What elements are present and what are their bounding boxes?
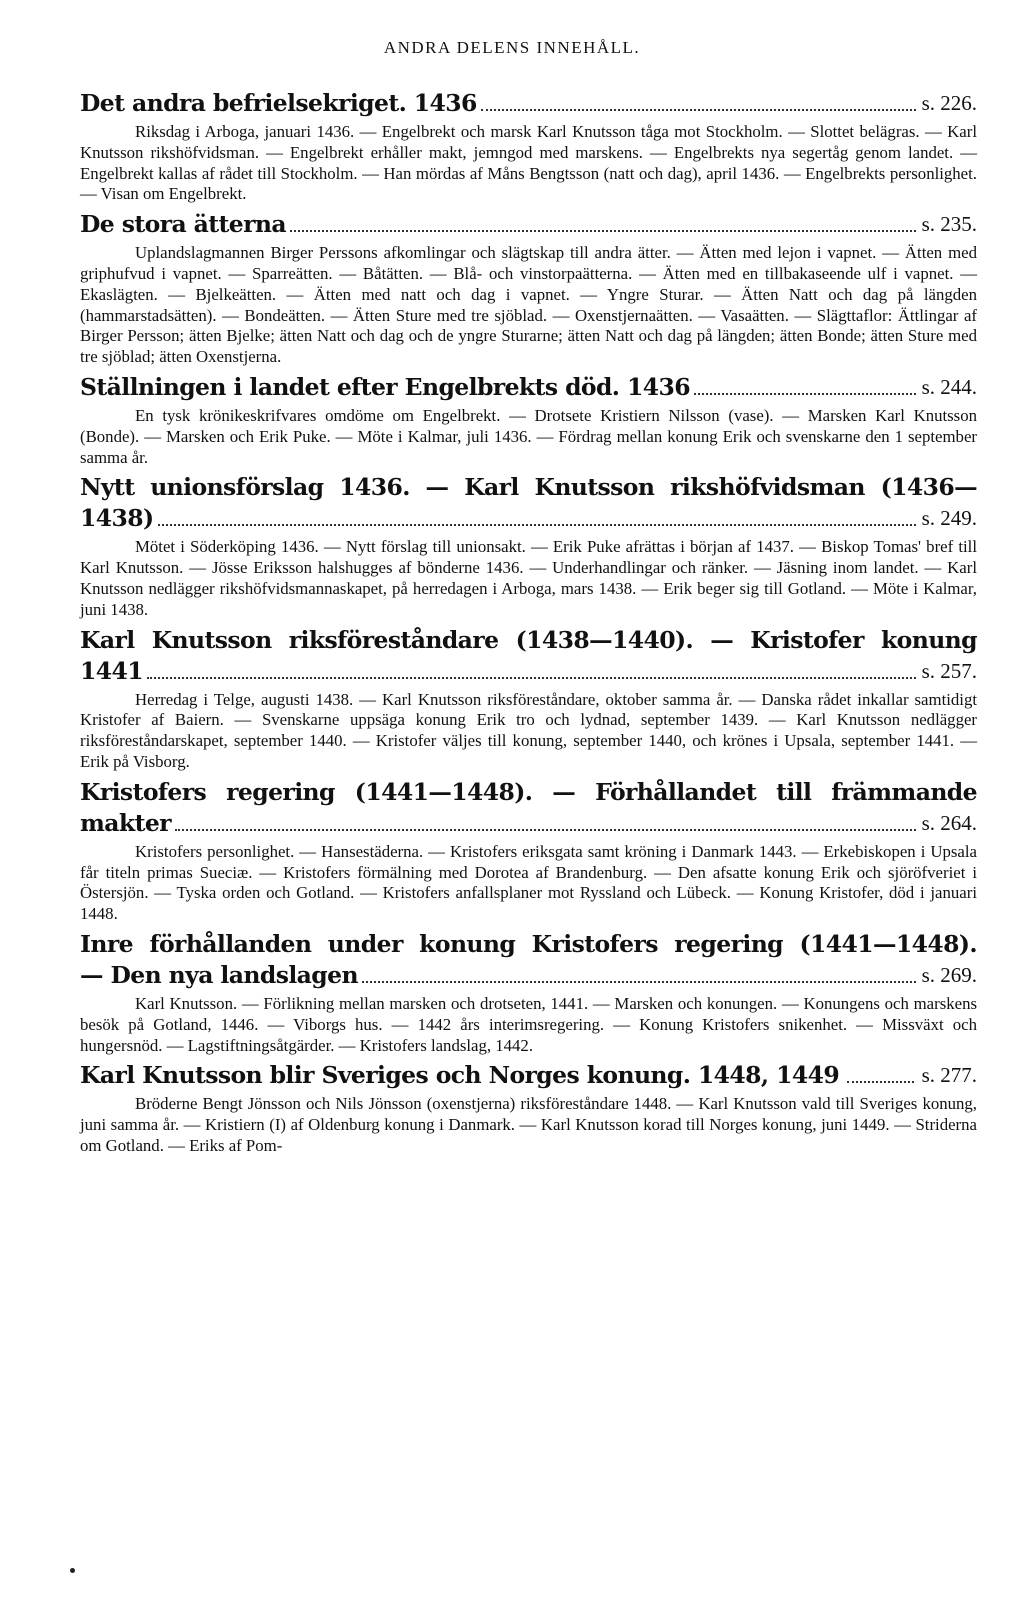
dot-leader (481, 109, 916, 111)
toc-entry-title-line1[interactable]: Inre förhållanden under konung Kristofers regering (1441—1448). (80, 929, 977, 958)
toc-entry-summary: Herredag i Telge, augusti 1438. — Karl Knutsson riksföreståndare, oktober samma år. — Danska rådet inkallar samtidigt Kristofer af Baiern. — Svenskarne uppsäga konung Erik tro och lydnad, september 1439. — Karl Knutsson nedlägger riksföreståndarskapet, september 1440. — Kristofer väljes till konung, september 1440, och krönes i Upsala, september 1441. — Erik på Visborg. (80, 689, 977, 771)
toc-entry (80, 209, 977, 368)
toc-entry (80, 472, 977, 620)
toc-entry-summary: Uplandslagmannen Birger Perssons afkomlingar och slägtskap till andra ätter. — Ätten med lejon i vapnet. — Ätten med griphufvud i vapnet. — Sparreätten. — Båtätten. — Blå- och vinstorpaätterna. — Ätten med en tillbakaseende ulf i vapnet. — Ekaslägten. — Bjelkeätten. — Ätten med natt och dag i vapnet. — Yngre Sturar. — Ätten Natt och dag på längden (hammarstadsätten). — Bondeätten. — Ätten Sture med tre sjöblad. — Oxenstjernaätten. — Vasaätten. — Slägttaflor: Ättlingar af Birger Persson; ätten Bjelke; ätten Natt och dag och de yngre Sturarne; ätten Natt och dag på längden; ätten Bonde; ätten Sture med tre sjöblad; ätten Oxenstjerna. (80, 243, 977, 367)
page-speck (70, 1568, 75, 1573)
toc-entry-page: s. 277. (921, 1063, 977, 1088)
toc-entry-title-row[interactable] (80, 209, 977, 240)
dot-leader (694, 393, 916, 395)
toc-entry-summary: Riksdag i Arboga, januari 1436. — Engelbrekt och marsk Karl Knutsson tåga mot Stockholm. — Slottet belägras. — Karl Knutsson rikshöfvidsman. — Engelbrekt erhåller makt, jemngod med marskens. — Engelbrekts nya segertåg genom landet. — Engelbrekt kallas af rådet till Stockholm. — Han mördas af Måns Bengtsson (natt och dag), april 1436. — Engelbrekts personlighet. — Visan om Engelbrekt. (80, 122, 977, 204)
toc-entry-title: 1441 (80, 656, 144, 685)
toc-entry-summary: Bröderne Bengt Jönsson och Nils Jönsson (oxenstjerna) riksföreståndare 1448. — Karl Knutsson vald till Sveriges konung, juni samma år. — Kristiern (I) af Oldenburg konung i Danmark. — Karl Knutsson korad till Norges konung, juni 1449. — Striderna om Gotland. — Eriks af Pom- (80, 1094, 977, 1155)
toc-entry-title-row[interactable] (80, 1060, 977, 1091)
toc-entry-summary: Karl Knutsson. — Förlikning mellan marsken och drotseten, 1441. — Marsken och konungen. — Konungens och marskens besök på Gotland, 1446. — Viborgs hus. — 1442 års interimsregering. — Konung Kristofers snikenhet. — Missväxt och hungersnöd. — Lagstiftningsåtgärder. — Kristofers landslag, 1442. (80, 993, 977, 1055)
toc-entry-title: Karl Knutsson blir Sveriges och Norges konung. 1448, 1449 (80, 1061, 840, 1090)
dot-leader (290, 230, 916, 232)
toc-entry-title-line1[interactable]: Kristofers regering (1441—1448). — Förhållandet till främmande (80, 777, 977, 806)
toc-entry-title: — Den nya landslagen (80, 960, 358, 989)
toc-entry-title-row[interactable] (80, 503, 977, 534)
toc-entry (80, 1060, 977, 1156)
toc-entry-page: s. 226. (921, 91, 977, 115)
toc-entry (80, 929, 977, 1056)
toc-entry-title-line1[interactable]: Nytt unionsförslag 1436. — Karl Knutsson rikshöfvidsman (1436— (80, 473, 977, 502)
toc-entry-summary: Mötet i Söderköping 1436. — Nytt förslag till unionsakt. — Erik Puke afrättas i början af 1437. — Biskop Tomas' bref till Karl Knutsson. — Jösse Eriksson halshugges af bönderne 1436. — Underhandlingar och ränker. — Jäsning inom landet. — Karl Knutsson nedlägger rikshöfvidsmannaskapet, på herredagen i Arboga, mars 1438. — Erik beger sig till Gotland. — Möte i Kalmar, juni 1438. (80, 537, 977, 619)
toc-entry-title: Ställningen i landet efter Engelbrekts död. 1436 (80, 372, 690, 401)
toc-entry-title: Det andra befrielsekriget. 1436 (80, 89, 477, 117)
toc-entry-page: s. 244. (921, 374, 977, 399)
toc-entry-title-row[interactable] (80, 808, 977, 839)
toc-entry (80, 88, 977, 205)
toc-entry-summary: En tysk krönikeskrifvares omdöme om Engelbrekt. — Drotsete Kristiern Nilsson (vase). — Marsken Karl Knutsson (Bonde). — Marsken och Erik Puke. — Möte i Kalmar, juli 1436. — Fördrag mellan konung Erik och svenskarne den 1 september samma år. (80, 405, 977, 467)
dot-leader (847, 1081, 913, 1083)
dot-leader (175, 829, 916, 831)
table-of-contents (80, 84, 977, 1161)
toc-entry-page: s. 249. (921, 506, 977, 531)
toc-entry (80, 777, 977, 925)
toc-entry-page: s. 269. (921, 962, 977, 987)
toc-entry-title-row[interactable] (80, 88, 977, 119)
toc-entry-page: s. 235. (921, 212, 977, 237)
toc-entry-title: De stora ätterna (80, 210, 287, 239)
toc-entry-title: makter (80, 808, 171, 837)
toc-entry-summary: Kristofers personlighet. — Hansestäderna. — Kristofers eriksgata samt kröning i Danmark 1443. — Erkebiskopen i Upsala får titeln primas Sueciæ. — Kristofers förmälning med Dorotea af Brandenburg. — Den afsatte konung Erik och sjöröfveriet i Östersjön. — Tyska orden och Gotland. — Kristofers anfallsplaner mot Ryssland och Lübeck. — Konung Kristofer, död i januari 1448. (80, 841, 977, 924)
dot-leader (158, 524, 916, 526)
toc-entry-title-row[interactable] (80, 656, 977, 687)
toc-entry-page: s. 257. (921, 658, 977, 683)
toc-entry-title-row[interactable] (80, 960, 977, 991)
toc-entry (80, 625, 977, 773)
dot-leader (147, 677, 916, 679)
dot-leader (362, 981, 916, 983)
toc-entry (80, 372, 977, 468)
page-header: ANDRA DELENS INNEHÅLL. (383, 38, 641, 57)
toc-entry-title-row[interactable] (80, 372, 977, 403)
toc-entry-title: 1438) (80, 504, 154, 533)
toc-entry-title-line1[interactable]: Karl Knutsson riksföreståndare (1438—1440). — Kristofer konung (80, 625, 977, 654)
toc-entry-page: s. 264. (921, 810, 977, 835)
